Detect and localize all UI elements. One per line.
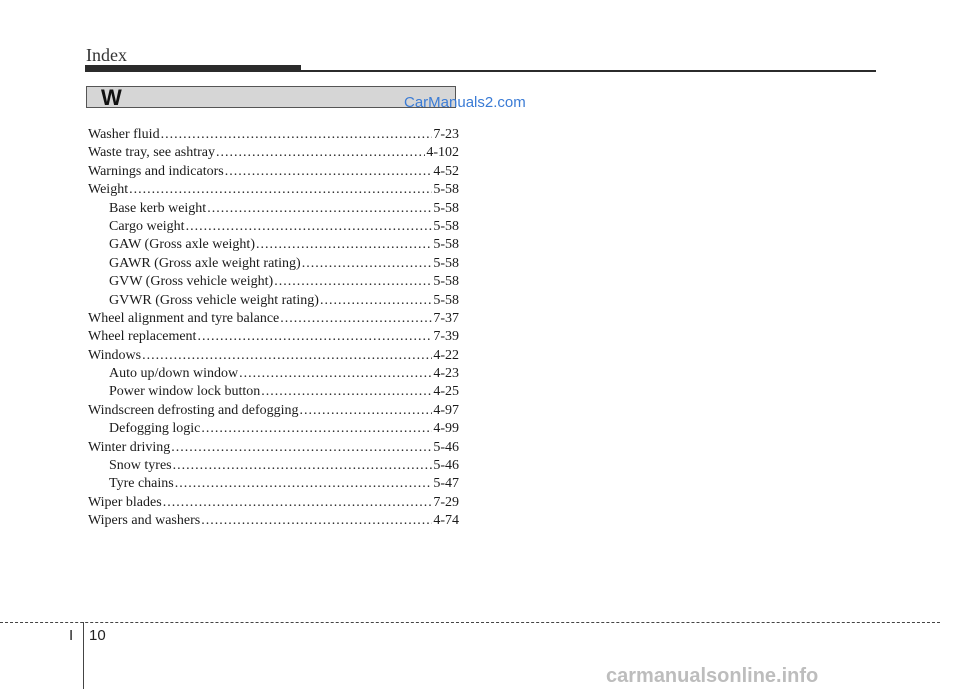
index-entry bbox=[88, 512, 459, 530]
watermark-top: CarManuals2.com bbox=[404, 94, 526, 111]
entry-leader-dots bbox=[142, 347, 432, 365]
index-subentry bbox=[88, 255, 459, 273]
index-subentry bbox=[88, 457, 459, 475]
entry-page-ref: 5-58 bbox=[433, 182, 459, 198]
section-letter-box bbox=[86, 86, 456, 108]
entry-leader-dots bbox=[261, 383, 432, 401]
entry-label: Snow tyres bbox=[109, 458, 172, 474]
entry-page-ref: 5-47 bbox=[433, 476, 459, 492]
footer-dashed-rule bbox=[0, 622, 940, 623]
entry-page-ref: 5-58 bbox=[433, 218, 459, 234]
index-entry bbox=[88, 163, 459, 181]
footer-page-number: 10 bbox=[89, 627, 106, 644]
index-subentry bbox=[88, 475, 459, 493]
entry-label: Power window lock button bbox=[109, 384, 261, 400]
index-subentry bbox=[88, 236, 459, 254]
entry-page-ref: 7-29 bbox=[433, 494, 459, 510]
index-entry bbox=[88, 494, 459, 512]
entry-leader-dots bbox=[216, 144, 425, 162]
entry-leader-dots bbox=[274, 273, 432, 291]
index-subentry bbox=[88, 218, 459, 236]
index-entry bbox=[88, 181, 459, 199]
index-subentry bbox=[88, 292, 459, 310]
entry-leader-dots bbox=[186, 218, 433, 236]
entry-leader-dots bbox=[201, 420, 432, 438]
entry-leader-dots bbox=[320, 292, 432, 310]
entry-page-ref: 7-37 bbox=[433, 310, 459, 326]
entry-leader-dots bbox=[175, 475, 433, 493]
index-subentry bbox=[88, 383, 459, 401]
entry-label: GAW (Gross axle weight) bbox=[109, 237, 255, 253]
index-list bbox=[88, 126, 459, 531]
entry-page-ref: 4-102 bbox=[426, 145, 459, 161]
index-entry bbox=[88, 144, 459, 162]
entry-label: Wheel alignment and tyre balance bbox=[88, 310, 280, 326]
entry-label: Tyre chains bbox=[109, 476, 174, 492]
page-title: Index bbox=[86, 45, 127, 65]
entry-page-ref: 5-58 bbox=[433, 255, 459, 271]
entry-label: Defogging logic bbox=[109, 421, 201, 437]
index-subentry bbox=[88, 365, 459, 383]
entry-label: Windscreen defrosting and defogging bbox=[88, 402, 299, 418]
entry-label: Wipers and washers bbox=[88, 513, 201, 529]
entry-leader-dots bbox=[239, 365, 432, 383]
entry-label: Winter driving bbox=[88, 439, 171, 455]
entry-leader-dots bbox=[129, 181, 432, 199]
entry-leader-dots bbox=[197, 328, 432, 346]
entry-leader-dots bbox=[225, 163, 433, 181]
entry-page-ref: 7-39 bbox=[433, 329, 459, 345]
index-entry bbox=[88, 328, 459, 346]
entry-leader-dots bbox=[300, 402, 433, 420]
index-subentry bbox=[88, 273, 459, 291]
entry-page-ref: 5-58 bbox=[433, 237, 459, 253]
entry-leader-dots bbox=[163, 494, 433, 512]
entry-label: Waste tray, see ashtray bbox=[88, 145, 216, 161]
entry-leader-dots bbox=[173, 457, 433, 475]
entry-page-ref: 4-99 bbox=[433, 421, 459, 437]
entry-leader-dots bbox=[161, 126, 433, 144]
watermark-bottom: carmanualsonline.info bbox=[606, 665, 819, 687]
entry-page-ref: 7-23 bbox=[433, 127, 459, 142]
entry-page-ref: 4-22 bbox=[433, 347, 459, 363]
entry-label: GAWR (Gross axle weight rating) bbox=[109, 255, 301, 271]
entry-page-ref: 5-46 bbox=[433, 458, 459, 474]
entry-page-ref: 4-74 bbox=[433, 513, 459, 529]
entry-page-ref: 5-58 bbox=[433, 274, 459, 290]
entry-page-ref: 5-58 bbox=[433, 200, 459, 216]
index-subentry bbox=[88, 200, 459, 218]
entry-label: Base kerb weight bbox=[109, 200, 207, 216]
entry-label: Washer fluid bbox=[88, 127, 160, 142]
index-entry bbox=[88, 439, 459, 457]
header-rule-thin bbox=[85, 70, 876, 72]
entry-label: Cargo weight bbox=[109, 218, 185, 234]
entry-page-ref: 4-97 bbox=[433, 402, 459, 418]
entry-label: Wiper blades bbox=[88, 494, 162, 510]
index-entry bbox=[88, 126, 459, 144]
entry-label: Auto up/down window bbox=[109, 366, 239, 382]
entry-label: Weight bbox=[88, 182, 129, 198]
entry-label: GVWR (Gross vehicle weight rating) bbox=[109, 292, 319, 308]
section-letter: W bbox=[101, 85, 122, 110]
entry-leader-dots bbox=[201, 512, 432, 530]
entry-label: Wheel replacement bbox=[88, 329, 197, 345]
entry-page-ref: 4-23 bbox=[433, 366, 459, 382]
entry-leader-dots bbox=[207, 200, 432, 218]
entry-page-ref: 5-46 bbox=[433, 439, 459, 455]
index-entry bbox=[88, 347, 459, 365]
entry-leader-dots bbox=[171, 439, 432, 457]
entry-leader-dots bbox=[256, 236, 432, 254]
index-entry bbox=[88, 310, 459, 328]
entry-label: Windows bbox=[88, 347, 142, 363]
entry-label: GVW (Gross vehicle weight) bbox=[109, 274, 274, 290]
entry-page-ref: 4-25 bbox=[433, 384, 459, 400]
index-entry bbox=[88, 402, 459, 420]
entry-leader-dots bbox=[302, 255, 433, 273]
index-subentry bbox=[88, 420, 459, 438]
footer-vertical-rule bbox=[83, 622, 84, 689]
entry-page-ref: 4-52 bbox=[433, 163, 459, 179]
entry-label: Warnings and indicators bbox=[88, 163, 224, 179]
entry-page-ref: 5-58 bbox=[433, 292, 459, 308]
entry-leader-dots bbox=[280, 310, 432, 328]
footer-section-letter: I bbox=[69, 627, 74, 644]
